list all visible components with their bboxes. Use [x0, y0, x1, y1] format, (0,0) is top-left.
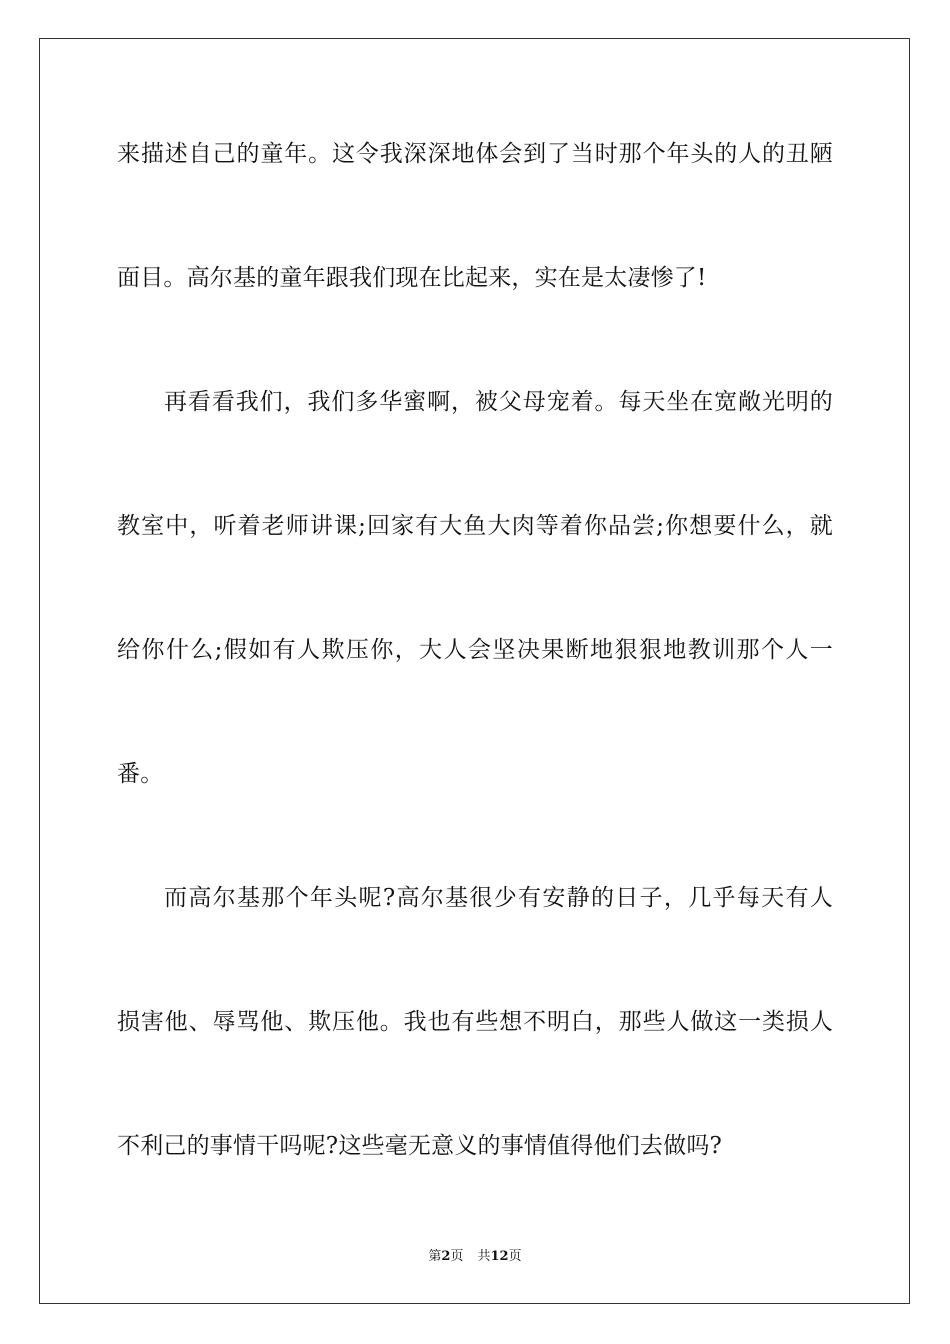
- footer-total-suffix: 页: [508, 1249, 522, 1264]
- footer-page-prefix: 第: [428, 1249, 442, 1264]
- paragraph-line-2: 面目。高尔基的童年跟我们现在比起来，实在是太凄惨了!: [117, 265, 707, 291]
- paragraph-line-8: 损害他、辱骂他、欺压他。我也有些想不明白，那些人做这一类损人: [117, 1009, 833, 1035]
- paragraph-line-9: 不利己的事情干吗呢?这些毫无意义的事情值得他们去做吗?: [117, 1133, 723, 1159]
- paragraph-line-3: 再看看我们，我们多华蜜啊，被父母宠着。每天坐在宽敞光明的: [164, 389, 833, 415]
- footer-page-number: 2: [441, 1249, 451, 1264]
- page-border: [39, 38, 910, 1304]
- footer-total-pages: 12: [490, 1249, 509, 1264]
- footer-total-prefix: 共: [477, 1249, 491, 1264]
- footer-page-suffix: 页: [450, 1249, 464, 1264]
- page-footer: [0, 1247, 950, 1267]
- paragraph-line-5: 给你什么;假如有人欺压你，大人会坚决果断地狠狠地教训那个人一: [117, 637, 833, 663]
- paragraph-line-7: 而高尔基那个年头呢?高尔基很少有安静的日子，几乎每天有人: [164, 885, 833, 911]
- paragraph-line-6: 番。: [117, 761, 164, 787]
- paragraph-line-4: 教室中，听着老师讲课;回家有大鱼大肉等着你品尝;你想要什么，就: [117, 513, 833, 539]
- paragraph-line-1: 来描述自己的童年。这令我深深地体会到了当时那个年头的人的丑陋: [117, 141, 833, 167]
